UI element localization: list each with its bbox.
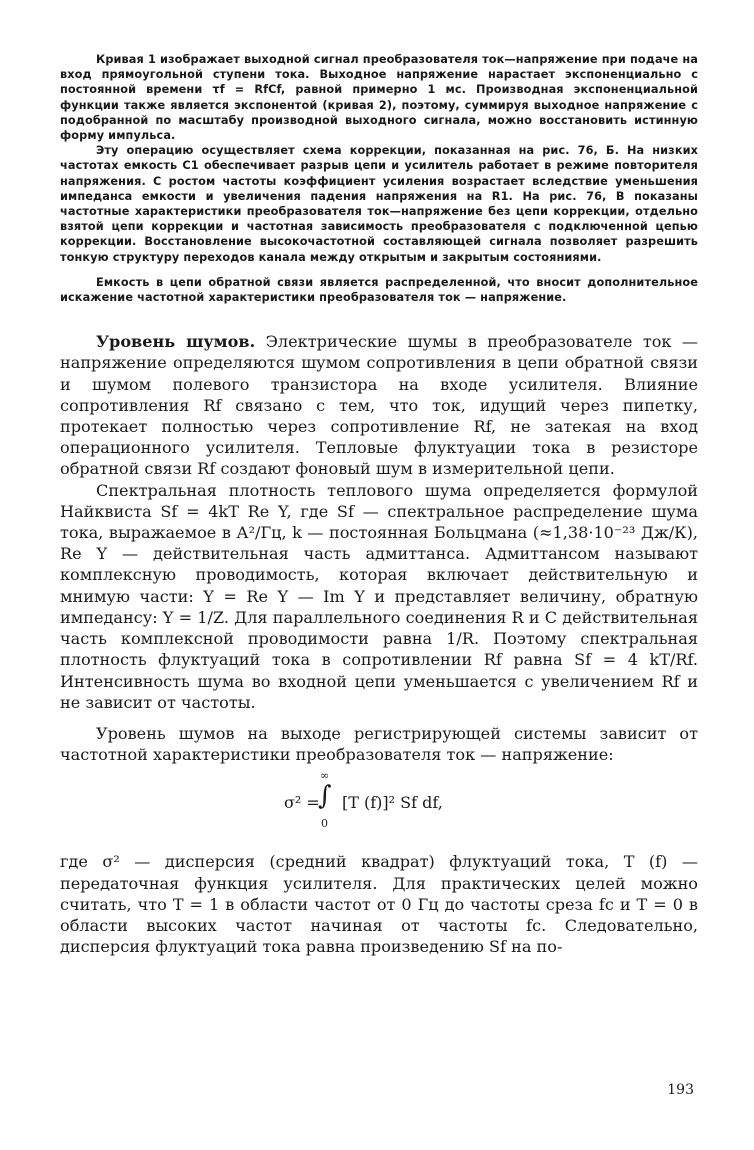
variance-formula: [60, 769, 698, 837]
small-paragraph-1: Кривая 1 изображает выходной сигнал преобразователя ток—напряжение при подаче на вход прямоугольной ступени тока. Выходное напряжение нарастает экспоненциально с постоянной времени τf = RfCf, равной примерно 1 мс. Производная экспоненциальной функции также является экспонентой (кривая 2), поэтому, суммируя выходное напряжение с подобранной по масштабу производной выходного сигнала, можно восстановить истинную форму импульса.: [60, 53, 698, 143]
page-number: 193: [667, 1082, 694, 1098]
formula-lower-limit: 0: [321, 817, 328, 831]
integral-sign: ∫: [318, 781, 332, 812]
noise-paragraph-1-text: Электрические шумы в преобразователе ток — напряжение определяются шумом сопротивления в цепи обратной связи и шумом полевого транзистора на входе усилителя. Влияние сопротивления Rf связано с тем, что ток, идущий через пипетку, протекает полностью через сопротивление Rf, не затекая на вход операционного усилителя. Тепловые флуктуации тока в резисторе обратной связи Rf создают фоновый шум в измерительной цепи.: [60, 332, 698, 479]
small-paragraph-2: Эту операцию осуществляет схема коррекции, показанная на рис. 76, Б. На низких частотах емкость C1 обеспечивает разрыв цепи и усилитель работает в режиме повторителя напряжения. С ростом частоты коэффициент усиления возрастает вследствие уменьшения импеданса емкости и увеличения падения напряжения на R1. На рис. 76, В показаны частотные характеристики преобразователя ток—напряжение без цепи коррекции, отдельно взятой цепи коррекции и частотная зависимость преобразователя с подключенной цепью коррекции. Восстановление высокочастотной составляющей сигнала позволяет разрешить тонкую структуру переходов канала между открытым и закрытым состояниями.: [60, 144, 698, 264]
noise-paragraph-4: где σ² — дисперсия (средний квадрат) флуктуаций тока, T (f) — передаточная функция усилителя. Для практических целей можно считать, что T = 1 в области частот от 0 Гц до частоты среза fc и T = 0 в области высоких частот начиная от частоты fc. Следовательно, дисперсия флуктуаций тока равна произведению Sf на по-: [60, 852, 698, 957]
section-heading: Уровень шумов.: [96, 332, 256, 352]
small-paragraph-3: Емкость в цепи обратной связи является распределенной, что вносит дополнительное искажение частотной характеристики преобразователя ток — напряжение.: [60, 275, 698, 305]
formula-lhs: σ² =: [284, 793, 320, 813]
noise-paragraph-3: Уровень шумов на выходе регистрирующей системы зависит от частотной характеристики преобразователя ток — напряжение:: [60, 723, 698, 765]
page-content: [60, 52, 698, 957]
noise-paragraph-1: [60, 331, 698, 479]
formula-rhs: [T (f)]² Sf df,: [342, 793, 443, 813]
formula-upper-limit: ∞: [320, 769, 330, 783]
noise-paragraph-2: Спектральная плотность теплового шума определяется формулой Найквиста Sf = 4kT Re Y, где Sf — спектральное распределение шума тока, выражаемое в А²/Гц, k — постоянная Больцмана (≈1,38·10⁻²³ Дж/К), Re Y — действительная часть адмиттанса. Адмиттансом называют комплексную проводимость, которая включает действительную и мнимую части: Y = Re Y — Im Y и представляет величину, обратную импедансу: Y = 1/Z. Для параллельного соединения R и C действительная часть комплексной проводимости равна 1/R. Поэтому спектральная плотность флуктуаций тока в сопротивлении Rf равна Sf = 4 kT/Rf. Интенсивность шума во входной цепи уменьшается с увеличением Rf и не зависит от частоты.: [60, 480, 698, 712]
